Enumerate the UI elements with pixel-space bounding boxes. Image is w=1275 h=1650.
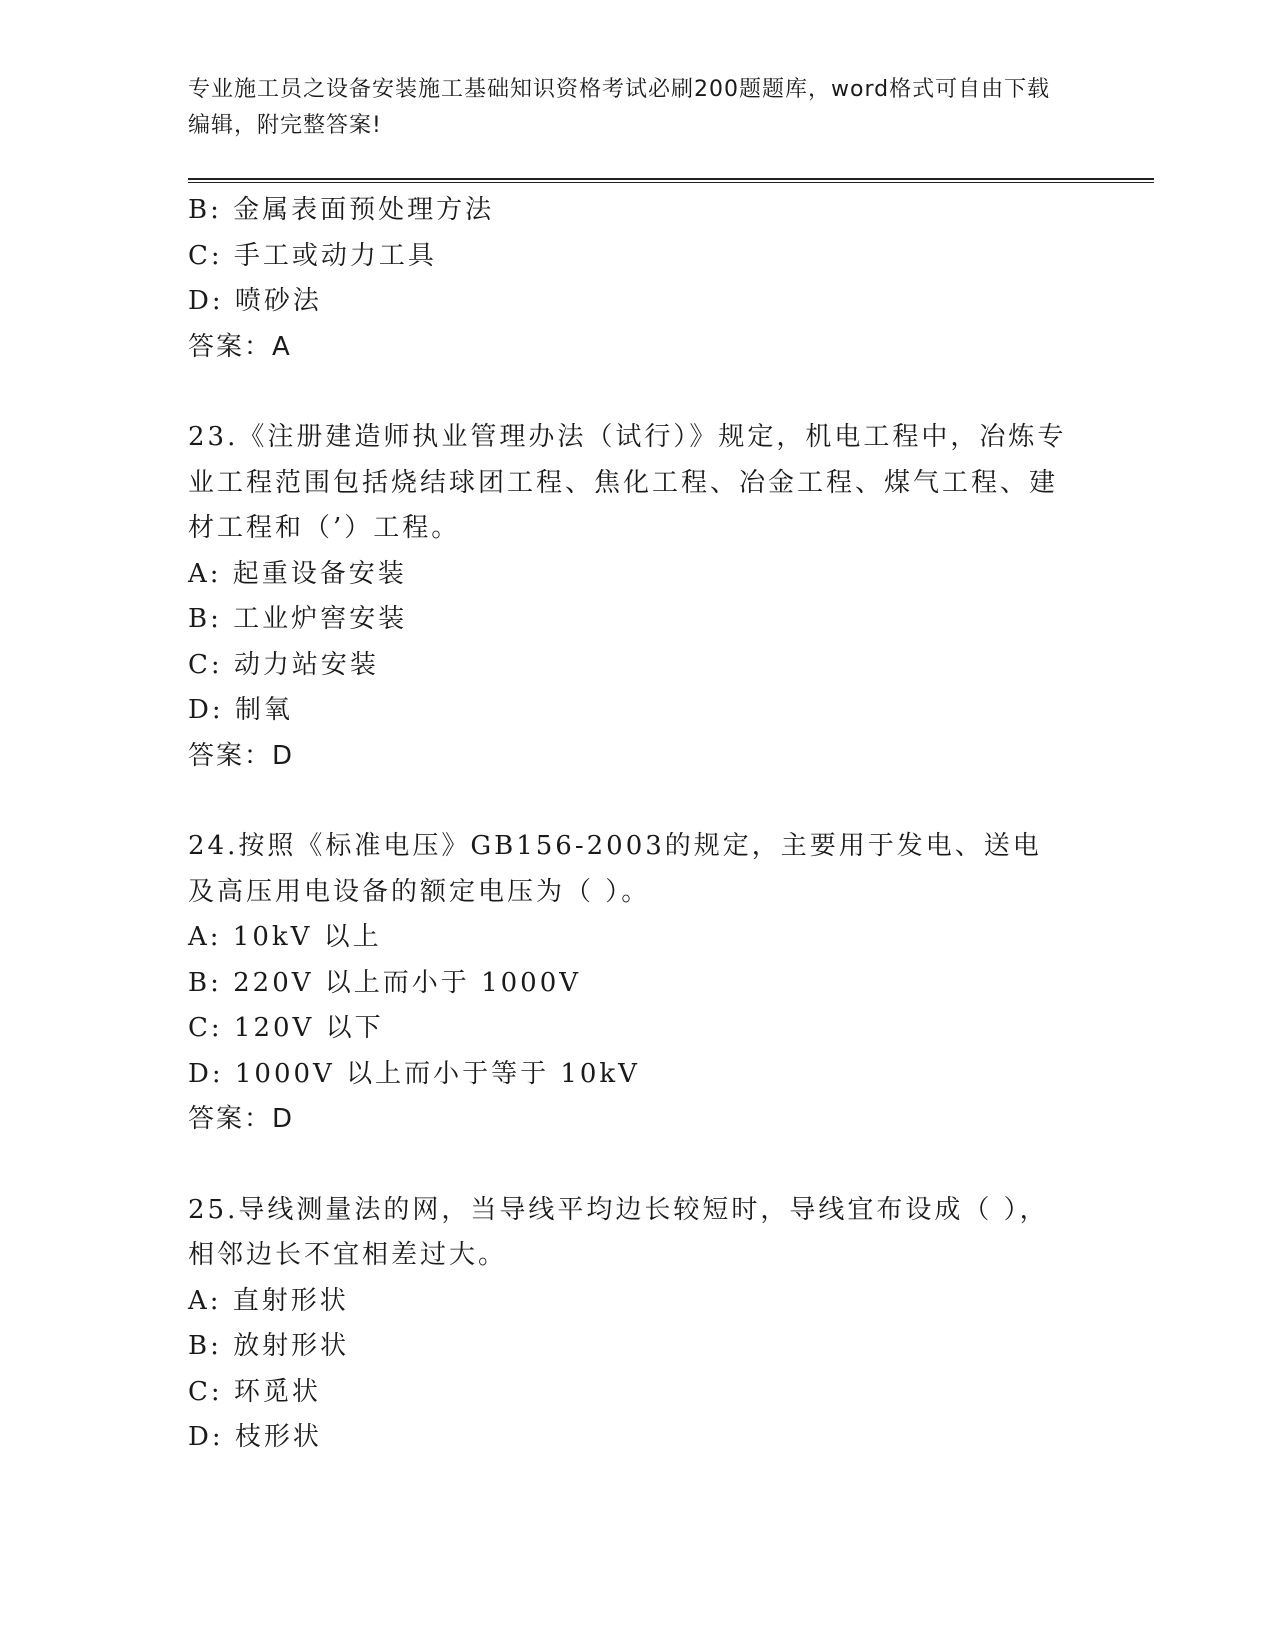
divider-thin [188, 182, 1154, 183]
question-list [188, 188, 1088, 1461]
option-c: C: 120V 以下 [188, 1013, 384, 1043]
question-stem: 25.导线测量法的网，当导线平均边长较短时，导线宜布设成（ ），相邻边长不宜相差过大。 [188, 1194, 1049, 1270]
option-d: D: 制氧 [188, 695, 293, 725]
option-a: A: 直射形状 [188, 1285, 349, 1316]
option-d: D: 1000V 以上而小于等于 10kV [188, 1058, 640, 1089]
option-c: C: 环觅状 [188, 1376, 321, 1407]
answer: 答案：A [188, 331, 292, 362]
question-25 [188, 1188, 1088, 1461]
question-24 [188, 824, 1088, 1143]
divider-thick [188, 178, 1154, 180]
option-d: D: 枝形状 [188, 1422, 322, 1452]
option-b: B: 220V 以上而小于 1000V [188, 967, 582, 998]
option-c: C: 手工或动力工具 [188, 240, 437, 271]
option-b: B: 金属表面预处理方法 [188, 195, 495, 225]
option-b: B: 工业炉窖安装 [188, 604, 408, 634]
answer: 答案：D [188, 740, 295, 771]
option-c: C: 动力站安装 [188, 649, 379, 680]
option-d: D: 喷砂法 [188, 286, 322, 316]
question-stem: 24.按照《标准电压》GB156-2003的规定，主要用于发电、送电及高压用电设备的额定电压为（ ）。 [188, 831, 1042, 907]
header-divider [188, 178, 1154, 184]
option-b: B: 放射形状 [188, 1331, 350, 1361]
option-a: A: 起重设备安装 [188, 558, 407, 589]
answer: 答案：D [188, 1104, 295, 1134]
document-header [188, 72, 1068, 144]
question-23 [188, 415, 1088, 779]
option-a: A: 10kV 以上 [188, 922, 382, 952]
header-title: 专业施工员之设备安装施工基础知识资格考试必刷200题题库，word格式可自由下载编辑，附完整答案! [188, 77, 1051, 138]
question-22-fragment [188, 188, 1088, 370]
question-stem: 23.《注册建造师执业管理办法（试行）》规定，机电工程中，冶炼专业工程范围包括烧结球团工程、焦化工程、冶金工程、煤气工程、建材工程和（’）工程。 [188, 422, 1067, 543]
